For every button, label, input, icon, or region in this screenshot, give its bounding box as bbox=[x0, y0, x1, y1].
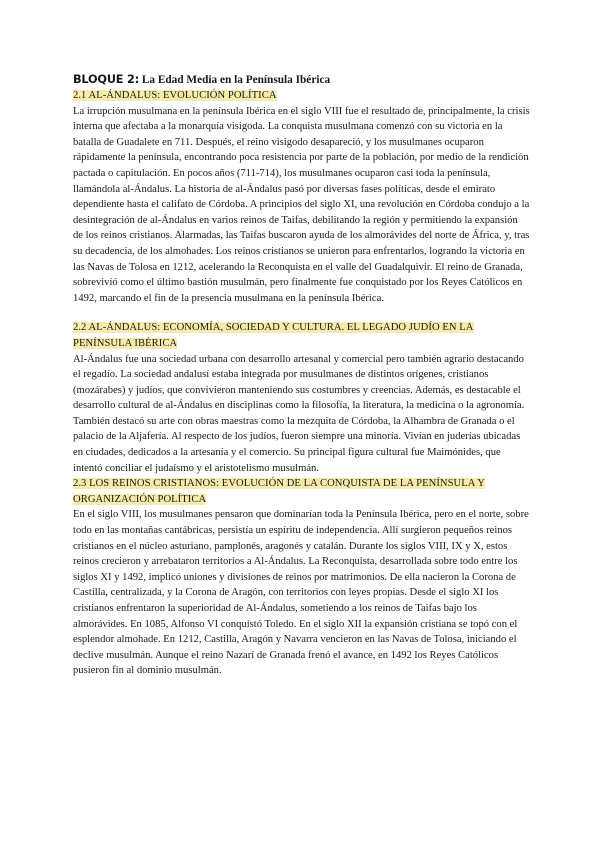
highlighted-heading: 2.1 AL-ÁNDALUS: EVOLUCIÓN POLÍTICA bbox=[73, 90, 277, 101]
section-heading-2-2 bbox=[73, 320, 530, 351]
highlighted-heading: 2.3 LOS REINOS CRISTIANOS: EVOLUCIÓN DE LA CONQUISTA DE LA PENÍNSULA Y ORGANIZACIÓN POLÍTICA bbox=[73, 478, 485, 505]
section-heading-2-1 bbox=[73, 88, 530, 104]
block-title: La Edad Media en la Península Ibérica bbox=[139, 74, 331, 86]
block-number: BLOQUE 2: bbox=[73, 73, 140, 86]
section-spacer bbox=[73, 306, 530, 320]
section-body-2-3: En el siglo VIII, los musulmanes pensaron que dominarían toda la Península Ibérica, pero en el norte, sobre todo en las montañas cantábricas, persistía un espíritu de independencia. Allí surgieron pequeños reinos cristianos en el núcleo asturiano, pamplonés, aragonés y catalán. Durante los siglos VIII, IX y X, estos reinos crecieron y arrebataron territorios a Al-Ándalus. La Reconquista, desarrollada sobre todo entre los siglos XI y 1492, implicó uniones y divisiones de reinos por matrimonios. De ella nacieron la Corona de Castilla, centralizada, y la Corona de Aragón, con territorios con leyes propias. Desde el siglo XI los cristianos enfrentaron la superioridad de Al-Ándalus, sometiendo a los reinos de Taifas bajo los almorávides. En 1085, Alfonso VI conquistó Toledo. En el siglo XII la expansión cristiana se topó con el esplendor almohade. En 1212, Castilla, Aragón y Navarra vencieron en las Navas de Tolosa, iniciando el declive musulmán. Aunque el reino Nazarí de Granada frenó el avance, en 1492 los Reyes Católicos pusieron fin al dominio musulmán. bbox=[73, 509, 529, 677]
section-body-2-1: La irrupción musulmana en la península Ibérica en el siglo VIII fue el resultado de, principalmente, la crisis interna que afectaba a la monarquía visigoda. La conquista musulmana comenzó con su victoria en la batalla de Guadalete en 711. Después, el reino visigodo desapareció, y los musulmanes ocuparon rápidamente la península, encontrando poca resistencia por parte de la población, por medio de la rendición pactada o capitulación. En pocos años (711-714), los musulmanes ocuparon casi toda la península, llamándola al-Ándalus. La historia de al-Ándalus pasó por diversas fases políticas, desde el emirato dependiente hasta el califato de Córdoba. A principios del siglo XI, una revolución en Córdoba condujo a la desintegración de al-Ándalus en varios reinos de Taifas, debilitando la región y permitiendo la expansión de los reinos cristianos. Alarmadas, las Taifas buscaron ayuda de los almorávides del norte de África, y, tras su decadencia, de los almohades. Los reinos cristianos se unieron para enfrentarlos, logrando la victoria en las Navas de Tolosa en 1212, acelerando la Reconquista en el valle del Guadalquivir. El reino de Granada, sobrevivió como el último bastión musulmán, pero finalmente fue conquistado por los Reyes Católicos en 1492, marcando el fin de la presencia musulmana en la península Ibérica. bbox=[73, 105, 530, 304]
page-title bbox=[73, 72, 530, 88]
section-heading-2-3 bbox=[73, 476, 530, 507]
section-body-2-2: Al-Ándalus fue una sociedad urbana con desarrollo artesanal y comercial pero también agrario destacando el regadío. La sociedad andalusí estaba integrada por musulmanes de distintos orígenes, cristianos (mozárabes) y judíos, que convivieron manteniendo sus costumbres y creencias. Además, es destacable el desarrollo cultural de al-Ándalus en disciplinas como la filosofía, la literatura, la medicina o la agronomía. También destacó su arte con obras maestras como la mezquita de Córdoba, la Alhambra de Granada o el palacio de la Aljafería. Al respecto de los judíos, fueron siempre una minoría. Vivían en juderías ubicadas en ciudades, dedicados a la artesanía y el comercio. Su principal figura cultural fue Maimónides, que intentó conciliar el judaísmo y el aristotelismo musulmán. bbox=[73, 353, 525, 474]
highlighted-heading: 2.2 AL-ÁNDALUS: ECONOMÍA, SOCIEDAD Y CULTURA. EL LEGADO JUDÍO EN LA PENÍNSULA IBÉRICA bbox=[73, 322, 474, 349]
